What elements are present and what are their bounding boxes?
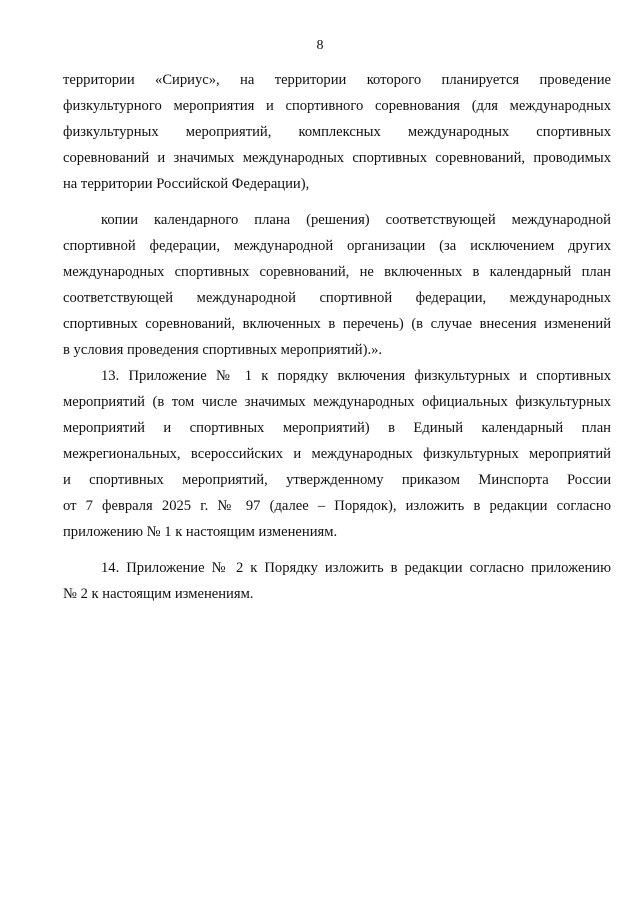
text-line: спортивных соревнований, включенных в перечень) (в случае внесения изменений — [63, 316, 611, 332]
text-line: приложению № 1 к настоящим изменениям. — [63, 524, 338, 540]
text-line: мероприятий и спортивных мероприятий) в Единый календарный план — [63, 420, 611, 436]
text-line: от 7 февраля 2025 г. № 97 (далее – Порядок), изложить в редакции согласно — [63, 498, 611, 514]
text-line: № 2 к настоящим изменениям. — [63, 586, 254, 602]
text-line: международных спортивных соревнований, не включенных в календарный план — [63, 264, 611, 280]
paragraph-continuation — [63, 67, 611, 197]
text-line: 14. Приложение № 2 к Порядку изложить в редакции согласно приложению — [101, 560, 611, 576]
text-line: территории «Сириус», на территории которого планируется проведение — [63, 72, 611, 88]
page-number: 8 — [316, 38, 324, 53]
text-line: и спортивных мероприятий, утвержденному приказом Минспорта России — [63, 472, 611, 488]
text-line: на территории Российской Федерации), — [63, 176, 310, 192]
paragraph-item-14 — [63, 555, 611, 607]
text-line: соревнований и значимых международных спортивных соревнований, проводимых — [63, 150, 611, 166]
paragraph-calendar-plan-copies — [63, 207, 611, 363]
paragraph-item-13 — [63, 363, 611, 545]
text-line: межрегиональных, всероссийских и международных физкультурных мероприятий — [63, 446, 611, 462]
text-line: копии календарного плана (решения) соответствующей международной — [101, 212, 611, 228]
text-line: физкультурных мероприятий, комплексных международных спортивных — [63, 124, 611, 140]
text-line: физкультурного мероприятия и спортивного соревнования (для международных — [63, 98, 611, 114]
text-line: соответствующей международной спортивной федерации, международных — [63, 290, 611, 306]
document-body — [63, 67, 611, 607]
text-line: мероприятий (в том числе значимых международных официальных физкультурных — [63, 394, 611, 410]
text-line: в условия проведения спортивных мероприятий).». — [63, 342, 383, 358]
text-line: спортивной федерации, международной организации (за исключением других — [63, 238, 611, 254]
text-line: 13. Приложение № 1 к порядку включения физкультурных и спортивных — [101, 368, 611, 384]
